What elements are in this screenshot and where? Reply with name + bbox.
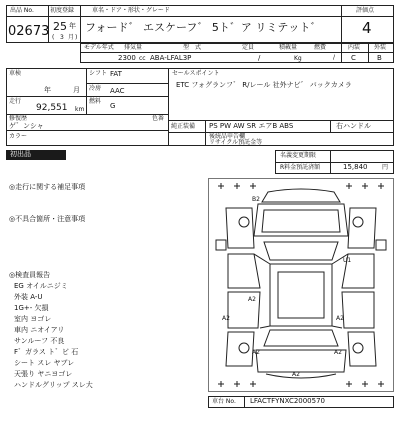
mileage-label: 走行	[9, 98, 22, 105]
title-label: 車名・ドア・形状・グレード	[92, 7, 170, 14]
selling-points-label: セールスポイント	[172, 70, 220, 77]
lot-number: 02673	[8, 24, 50, 39]
type-label: 型 式	[183, 44, 202, 51]
inspector-report-heading: ◎検査員報告	[9, 271, 51, 279]
score-value: 4	[362, 19, 372, 37]
registration-month-unit: 月	[68, 34, 75, 41]
economy-slash: /	[333, 54, 336, 61]
load-label: 積載量	[279, 44, 298, 51]
displacement-value: 2300	[118, 54, 136, 62]
damage-mark-a2: A2	[292, 371, 300, 378]
report-item: 室内 ヨゴレ	[14, 315, 52, 323]
first-listing-tag: 初出品	[6, 150, 66, 160]
car-name: フォード゛ エスケーフ゛ 5ト゛ア リミテット゛	[85, 21, 322, 34]
recycle-sub-label: リサイクル預託金等	[209, 139, 263, 146]
fuel-economy-label: 燃費	[314, 44, 327, 51]
mileage-value: 92,551	[36, 103, 68, 113]
selling-points: ETC フォグランフ゛ R/レール 社外ナビ゛ バックカメラ	[176, 81, 352, 89]
shift-value: FAT	[110, 70, 122, 78]
damage-mark-a2: A2	[248, 296, 256, 303]
name-change-deadline-label: 名義変更期限	[280, 152, 317, 159]
report-item: 天張り ヤニヨゴレ	[14, 370, 73, 378]
report-item: EG オイルニジミ	[14, 282, 68, 290]
inspection-year-unit: 年	[44, 86, 51, 94]
registration-year: 25	[53, 20, 67, 33]
seats-label: 定員	[242, 44, 255, 51]
fuel-value: G	[110, 102, 116, 110]
ac-label: 冷房	[89, 85, 102, 92]
color-no-label: 色番	[152, 115, 165, 122]
inspection-month-unit: 月	[73, 86, 80, 94]
car-outline-diagram	[208, 178, 394, 392]
shift-label: シフト	[89, 70, 108, 77]
report-item: F゛ガラス ト゛ビ 石	[14, 348, 79, 356]
interior-grade: C	[351, 54, 356, 62]
month-open-paren: (	[52, 34, 55, 41]
recycle-fee-value: 15,840	[343, 163, 368, 171]
mileage-unit: km	[75, 106, 85, 113]
recycle-fee-unit: 円	[382, 164, 389, 171]
repair-history-label: 修復歴	[9, 115, 28, 122]
registration-year-label: 初度登録	[50, 7, 75, 14]
chassis-number: LFACTFYNXC2000570	[250, 397, 326, 405]
equipment-value: PS PW AW SR エアB ABS	[209, 122, 294, 130]
ac-value: AAC	[110, 87, 125, 95]
accessories-label: 後続品申告欄	[209, 133, 246, 140]
exterior-label: 外装	[374, 44, 387, 51]
inspection-label: 車検	[9, 70, 22, 77]
exterior-grade: B	[377, 54, 382, 62]
damage-mark-a2: A2	[252, 349, 260, 356]
seats-slash: /	[258, 54, 261, 62]
equipment-label: 純正装備	[171, 123, 196, 130]
score-label: 評価点	[356, 7, 375, 14]
report-item: 車内 ニオイアリ	[14, 326, 65, 334]
displacement-label: 排気量	[124, 44, 143, 51]
color-label: カラー	[9, 133, 28, 140]
report-item: シート スレ ヤブレ	[14, 359, 75, 367]
lot-label: 出品 No.	[10, 7, 34, 14]
steering-side: 右ハンドル	[336, 122, 371, 130]
defect-notes-heading: ◎不具合箇所・注意事項	[9, 215, 86, 223]
registration-year-unit: 年	[69, 22, 76, 30]
repair-history: ゲ゛ンシャ	[9, 122, 44, 130]
chassis-label: 車台 No.	[212, 398, 236, 405]
report-item: ハンドルグリップ スレ大	[14, 381, 93, 389]
damage-mark-b2: B2	[252, 196, 260, 203]
month-close-paren: )	[75, 34, 78, 41]
mileage-notes-heading: ◎走行に関する補足事項	[9, 183, 86, 191]
damage-mark-a2: A2	[222, 315, 230, 322]
damage-mark-a2: A2	[334, 349, 342, 356]
registration-month: 3	[60, 34, 64, 41]
damage-mark-u1: U1	[343, 257, 352, 264]
load-unit: Kg	[294, 55, 302, 62]
interior-label: 内装	[348, 44, 361, 51]
displacement-unit: cc	[139, 55, 146, 62]
recycle-fee-label: R料金預託済額	[280, 164, 321, 171]
report-item: 1G+- 欠損	[14, 304, 49, 312]
model-year-label: モデル年式	[84, 44, 114, 51]
model-type: ABA-LFAL3P	[150, 54, 192, 62]
damage-mark-a2: A2	[336, 315, 344, 322]
report-item: サンルーフ 不良	[14, 337, 65, 345]
report-item: 外装 A-U	[14, 293, 43, 301]
fuel-label: 燃料	[89, 98, 102, 105]
